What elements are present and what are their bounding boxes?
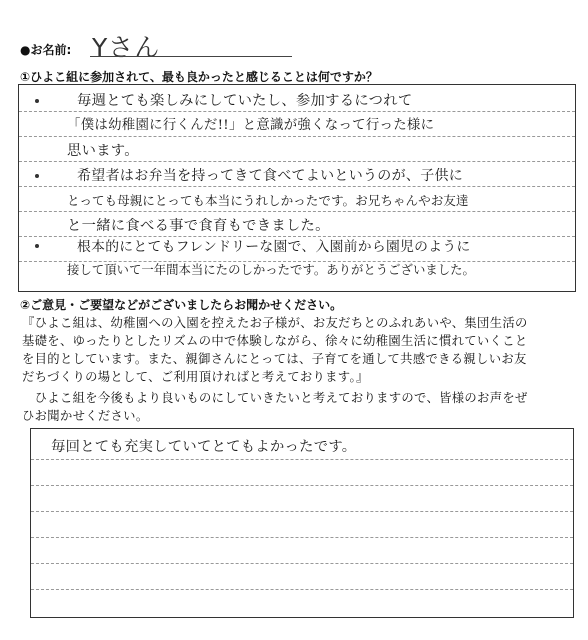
bullet-1 — [35, 99, 39, 103]
answer-1-box — [18, 84, 576, 292]
bullet-2 — [35, 174, 39, 178]
answer-1-line-2: 「僕は幼稚園に行くんだ!!」と意識が強くなって行った様に — [67, 118, 435, 133]
intro-line-2: 基礎を、ゆったりとしたリズムの中で体験しながら、徐々に幼稚園生活に慣れていくこと — [22, 334, 528, 348]
name-value: Yさん — [92, 33, 161, 62]
answer-2-box — [30, 428, 574, 618]
intro-line-6: ひお聞かせください。 — [22, 409, 149, 423]
answer-1-line-3: 思います。 — [67, 143, 139, 159]
answer-1-line-7: 根本的にとてもフレンドリーな園で、入園前から園児のように — [77, 239, 471, 255]
answer-1-line-6: と一緒に食べる事で食育もできました。 — [67, 218, 330, 234]
answer-1-line-5: とっても母親にとっても本当にうれしかったです。お兄ちゃんやお友達 — [67, 193, 469, 208]
intro-line-5: ひよこ組を今後もより良いものにしていきたいと考えておりますので、皆様のお声をぜ — [22, 391, 528, 405]
question-2-title: ②ご意見・ご要望などがございましたらお聞かせください。 — [20, 298, 343, 312]
intro-line-1: 『ひよこ組は、幼稚園への入園を控えたお子様が、お友だちとのふれあいや、集団生活の — [22, 316, 528, 330]
intro-line-4: だちづくりの場として、ご利用頂ければと考えております。』 — [22, 370, 369, 384]
bullet-3 — [35, 244, 39, 248]
name-underline — [90, 56, 292, 57]
answer-1-line-4: 希望者はお弁当を持ってきて食べてよいというのが、子供に — [77, 168, 464, 184]
question-1-title: ①ひよこ組に参加されて、最も良かったと感じることは何ですか？ — [20, 70, 378, 84]
answer-1-line-1: 毎週とても楽しみにしていたし、参加するにつれて — [77, 93, 413, 109]
intro-line-3: を目的としています。また、親御さんにとっては、子育てを通して共感できる親しいお友 — [22, 352, 527, 366]
answer-1-line-8: 接して頂いて一年間本当にたのしかったです。ありがとうございました。 — [67, 262, 475, 277]
answer-2-line-1: 毎回とても充実していてとてもよかったです。 — [51, 439, 357, 455]
name-label: ●お名前: — [20, 43, 72, 57]
